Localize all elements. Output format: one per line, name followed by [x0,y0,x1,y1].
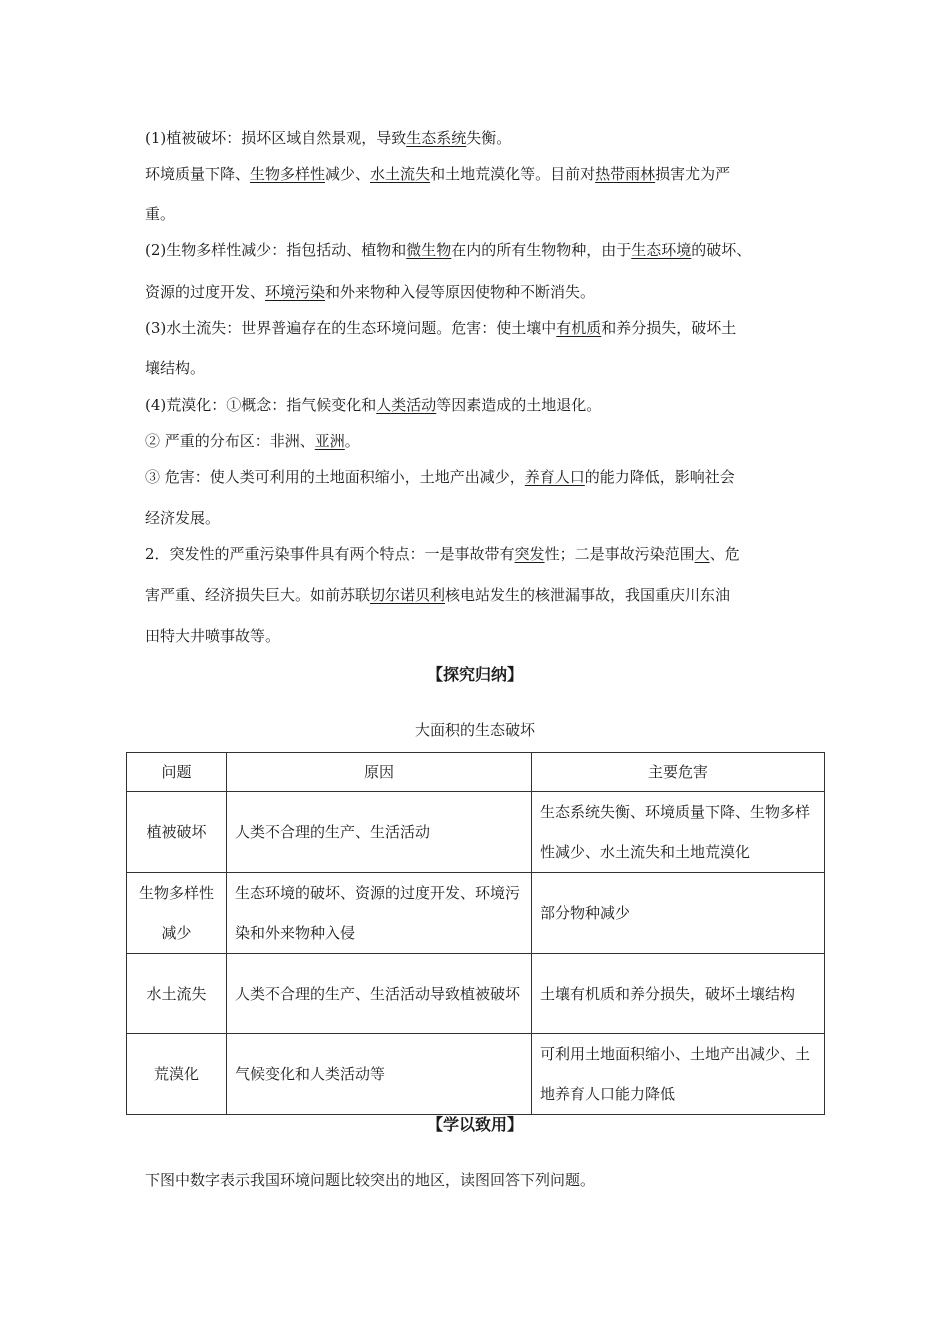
underlined-term: 切尔诺贝利 [370,586,446,604]
paragraph-line: 重。 [145,205,176,223]
paragraph-line: ② 严重的分布区：非洲、亚洲。 [145,432,360,450]
underlined-term: 环境污染 [265,283,326,301]
underlined-term: 突发 [514,545,545,563]
cell-harm: 生态系统失衡、环境质量下降、生物多样性减少、水土流失和土地荒漠化 [532,792,825,873]
table-row [127,792,825,873]
table-row [127,873,825,954]
section-heading-apply: 【学以致用】 [426,1115,523,1134]
paragraph-soil-erosion: (3)水土流失：世界普遍存在的生态环境问题。危害：使土壤中有机质和养分损失，破坏土 [145,319,737,337]
cell-problem: 生物多样性减少 [127,873,227,954]
header-harm: 主要危害 [532,753,825,792]
underlined-term: 有机质 [556,319,602,337]
underlined-term: 亚洲 [314,432,345,450]
paragraph-biodiversity: (2)生物多样性减少：指包括动、植物和微生物在内的所有生物物种，由于生态环境的破坏、 [145,241,752,259]
table-caption: 大面积的生态破坏 [414,721,535,739]
section-heading-explore: 【探究归纳】 [426,665,523,684]
cell-cause: 气候变化和人类活动等 [227,1034,532,1115]
paragraph-line: 壤结构。 [145,359,206,377]
cell-harm: 可利用土地面积缩小、土地产出减少、土地养育人口能力降低 [532,1034,825,1115]
cell-cause: 人类不合理的生产、生活活动导致植被破坏 [227,954,532,1034]
table-header-row [127,753,825,792]
underlined-term: 人类活动 [376,396,437,414]
underlined-term: 大 [694,545,710,563]
cell-problem: 植被破坏 [127,792,227,873]
cell-harm: 土壤有机质和养分损失，破坏土壤结构 [532,954,825,1034]
cell-cause: 生态环境的破坏、资源的过度开发、环境污染和外来物种入侵 [227,873,532,954]
paragraph-line: 害严重、经济损失巨大。如前苏联切尔诺贝利核电站发生的核泄漏事故，我国重庆川东油 [145,586,731,604]
table-row [127,1034,825,1115]
header-cause: 原因 [227,753,532,792]
question-intro: 下图中数字表示我国环境问题比较突出的地区，读图回答下列问题。 [145,1171,596,1189]
paragraph-line: 环境质量下降、生物多样性减少、水土流失和土地荒漠化等。目前对热带雨林损害尤为严 [145,165,731,183]
underlined-term: 微生物 [406,241,452,259]
cell-problem: 荒漠化 [127,1034,227,1115]
paragraph-line: ③ 危害：使人类可利用的土地面积缩小，土地产出减少，养育人口的能力降低，影响社会 [145,468,735,486]
table-row [127,954,825,1034]
paragraph-line: 经济发展。 [145,509,221,527]
underlined-term: 水土流失 [370,165,431,183]
cell-problem: 水土流失 [127,954,227,1034]
cell-harm: 部分物种减少 [532,873,825,954]
underlined-term: 生态环境 [631,241,692,259]
underlined-term: 生物多样性 [250,165,326,183]
ecological-damage-table [126,752,825,1115]
cell-cause: 人类不合理的生产、生活活动 [227,792,532,873]
paragraph-line: 田特大井喷事故等。 [145,627,281,645]
underlined-term: 生态系统 [406,129,467,147]
paragraph-sudden-pollution: 2．突发性的严重污染事件具有两个特点：一是事故带有突发性；二是事故污染范围大、危 [145,545,740,563]
underlined-term: 养育人口 [524,468,585,486]
underlined-term: 热带雨林 [595,165,656,183]
paragraph-line: 资源的过度开发、环境污染和外来物种入侵等原因使物种不断消失。 [145,283,596,301]
paragraph-desertification: (4)荒漠化：①概念：指气候变化和人类活动等因素造成的土地退化。 [145,396,602,414]
paragraph-vegetation-damage: (1)植被破坏：损坏区域自然景观，导致生态系统失衡。 [145,129,512,147]
header-problem: 问题 [127,753,227,792]
